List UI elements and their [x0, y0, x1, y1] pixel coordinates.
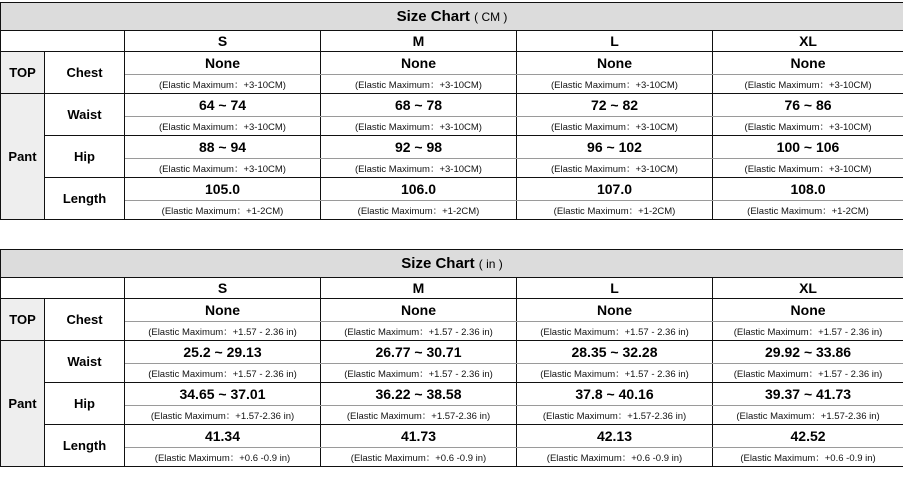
note-cell: (Elastic Maximum：+3-10CM) — [321, 159, 517, 178]
row-label-chest: Chest — [45, 299, 125, 341]
size-header-l: L — [517, 31, 713, 52]
value-cell: None — [517, 52, 713, 75]
note-cell: (Elastic Maximum：+1-2CM) — [321, 201, 517, 220]
value-cell: None — [321, 299, 517, 322]
note-cell: (Elastic Maximum：+1.57 - 2.36 in) — [125, 364, 321, 383]
size-header-m: M — [321, 31, 517, 52]
group-pant: Pant — [1, 341, 45, 467]
value-cell: 34.65 ~ 37.01 — [125, 383, 321, 406]
value-cell: 29.92 ~ 33.86 — [713, 341, 903, 364]
value-cell: 41.73 — [321, 425, 517, 448]
note-cell: (Elastic Maximum：+1.57-2.36 in) — [517, 406, 713, 425]
group-top: TOP — [1, 52, 45, 94]
note-cell: (Elastic Maximum：+3-10CM) — [517, 159, 713, 178]
note-cell: (Elastic Maximum：+3-10CM) — [517, 117, 713, 136]
group-pant: Pant — [1, 94, 45, 220]
value-cell: 72 ~ 82 — [517, 94, 713, 117]
note-cell: (Elastic Maximum：+0.6 -0.9 in) — [713, 448, 903, 467]
note-cell: (Elastic Maximum：+1.57 - 2.36 in) — [321, 364, 517, 383]
note-cell: (Elastic Maximum：+1.57-2.36 in) — [713, 406, 903, 425]
corner-cell — [1, 278, 125, 299]
value-cell: 68 ~ 78 — [321, 94, 517, 117]
value-cell: 105.0 — [125, 178, 321, 201]
group-top: TOP — [1, 299, 45, 341]
chart-title: Size Chart ( in ) — [1, 250, 903, 278]
note-cell: (Elastic Maximum：+1.57-2.36 in) — [321, 406, 517, 425]
size-header-s: S — [125, 278, 321, 299]
row-label-length: Length — [45, 425, 125, 467]
value-cell: 41.34 — [125, 425, 321, 448]
note-cell: (Elastic Maximum：+3-10CM) — [517, 75, 713, 94]
size-header-l: L — [517, 278, 713, 299]
value-cell: 96 ~ 102 — [517, 136, 713, 159]
value-cell: None — [125, 299, 321, 322]
note-cell: (Elastic Maximum：+1.57 - 2.36 in) — [713, 364, 903, 383]
note-cell: (Elastic Maximum：+0.6 -0.9 in) — [321, 448, 517, 467]
note-cell: (Elastic Maximum：+3-10CM) — [125, 117, 321, 136]
value-cell: 106.0 — [321, 178, 517, 201]
note-cell: (Elastic Maximum：+1.57-2.36 in) — [125, 406, 321, 425]
note-cell: (Elastic Maximum：+3-10CM) — [125, 159, 321, 178]
row-label-waist: Waist — [45, 341, 125, 383]
note-cell: (Elastic Maximum：+3-10CM) — [321, 117, 517, 136]
value-cell: 100 ~ 106 — [713, 136, 903, 159]
note-cell: (Elastic Maximum：+3-10CM) — [713, 159, 903, 178]
size-header-xl: XL — [713, 278, 903, 299]
value-cell: 37.8 ~ 40.16 — [517, 383, 713, 406]
row-label-waist: Waist — [45, 94, 125, 136]
value-cell: 108.0 — [713, 178, 903, 201]
note-cell: (Elastic Maximum：+3-10CM) — [125, 75, 321, 94]
value-cell: None — [517, 299, 713, 322]
chart-unit: ( in ) — [478, 257, 503, 271]
value-cell: 76 ~ 86 — [713, 94, 903, 117]
note-cell: (Elastic Maximum：+1.57 - 2.36 in) — [321, 322, 517, 341]
row-label-chest: Chest — [45, 52, 125, 94]
note-cell: (Elastic Maximum：+1-2CM) — [713, 201, 903, 220]
note-cell: (Elastic Maximum：+1.57 - 2.36 in) — [517, 322, 713, 341]
note-cell: (Elastic Maximum：+1-2CM) — [517, 201, 713, 220]
size-chart-cm — [0, 2, 903, 220]
value-cell: 107.0 — [517, 178, 713, 201]
value-cell: 25.2 ~ 29.13 — [125, 341, 321, 364]
value-cell: None — [321, 52, 517, 75]
chart-unit: ( CM ) — [474, 10, 508, 24]
size-header-m: M — [321, 278, 517, 299]
chart-title: Size Chart ( CM ) — [1, 3, 903, 31]
note-cell: (Elastic Maximum：+3-10CM) — [713, 75, 903, 94]
value-cell: None — [125, 52, 321, 75]
value-cell: 88 ~ 94 — [125, 136, 321, 159]
note-cell: (Elastic Maximum：+0.6 -0.9 in) — [517, 448, 713, 467]
value-cell: 36.22 ~ 38.58 — [321, 383, 517, 406]
size-header-s: S — [125, 31, 321, 52]
value-cell: 42.13 — [517, 425, 713, 448]
value-cell: 39.37 ~ 41.73 — [713, 383, 903, 406]
note-cell: (Elastic Maximum：+1.57 - 2.36 in) — [517, 364, 713, 383]
value-cell: 26.77 ~ 30.71 — [321, 341, 517, 364]
value-cell: 42.52 — [713, 425, 903, 448]
row-label-hip: Hip — [45, 136, 125, 178]
note-cell: (Elastic Maximum：+0.6 -0.9 in) — [125, 448, 321, 467]
size-header-xl: XL — [713, 31, 903, 52]
note-cell: (Elastic Maximum：+1-2CM) — [125, 201, 321, 220]
row-label-length: Length — [45, 178, 125, 220]
size-chart-in — [0, 249, 903, 467]
note-cell: (Elastic Maximum：+1.57 - 2.36 in) — [125, 322, 321, 341]
note-cell: (Elastic Maximum：+3-10CM) — [321, 75, 517, 94]
value-cell: 92 ~ 98 — [321, 136, 517, 159]
note-cell: (Elastic Maximum：+3-10CM) — [713, 117, 903, 136]
row-label-hip: Hip — [45, 383, 125, 425]
value-cell: 28.35 ~ 32.28 — [517, 341, 713, 364]
value-cell: 64 ~ 74 — [125, 94, 321, 117]
note-cell: (Elastic Maximum：+1.57 - 2.36 in) — [713, 322, 903, 341]
value-cell: None — [713, 299, 903, 322]
value-cell: None — [713, 52, 903, 75]
corner-cell — [1, 31, 125, 52]
